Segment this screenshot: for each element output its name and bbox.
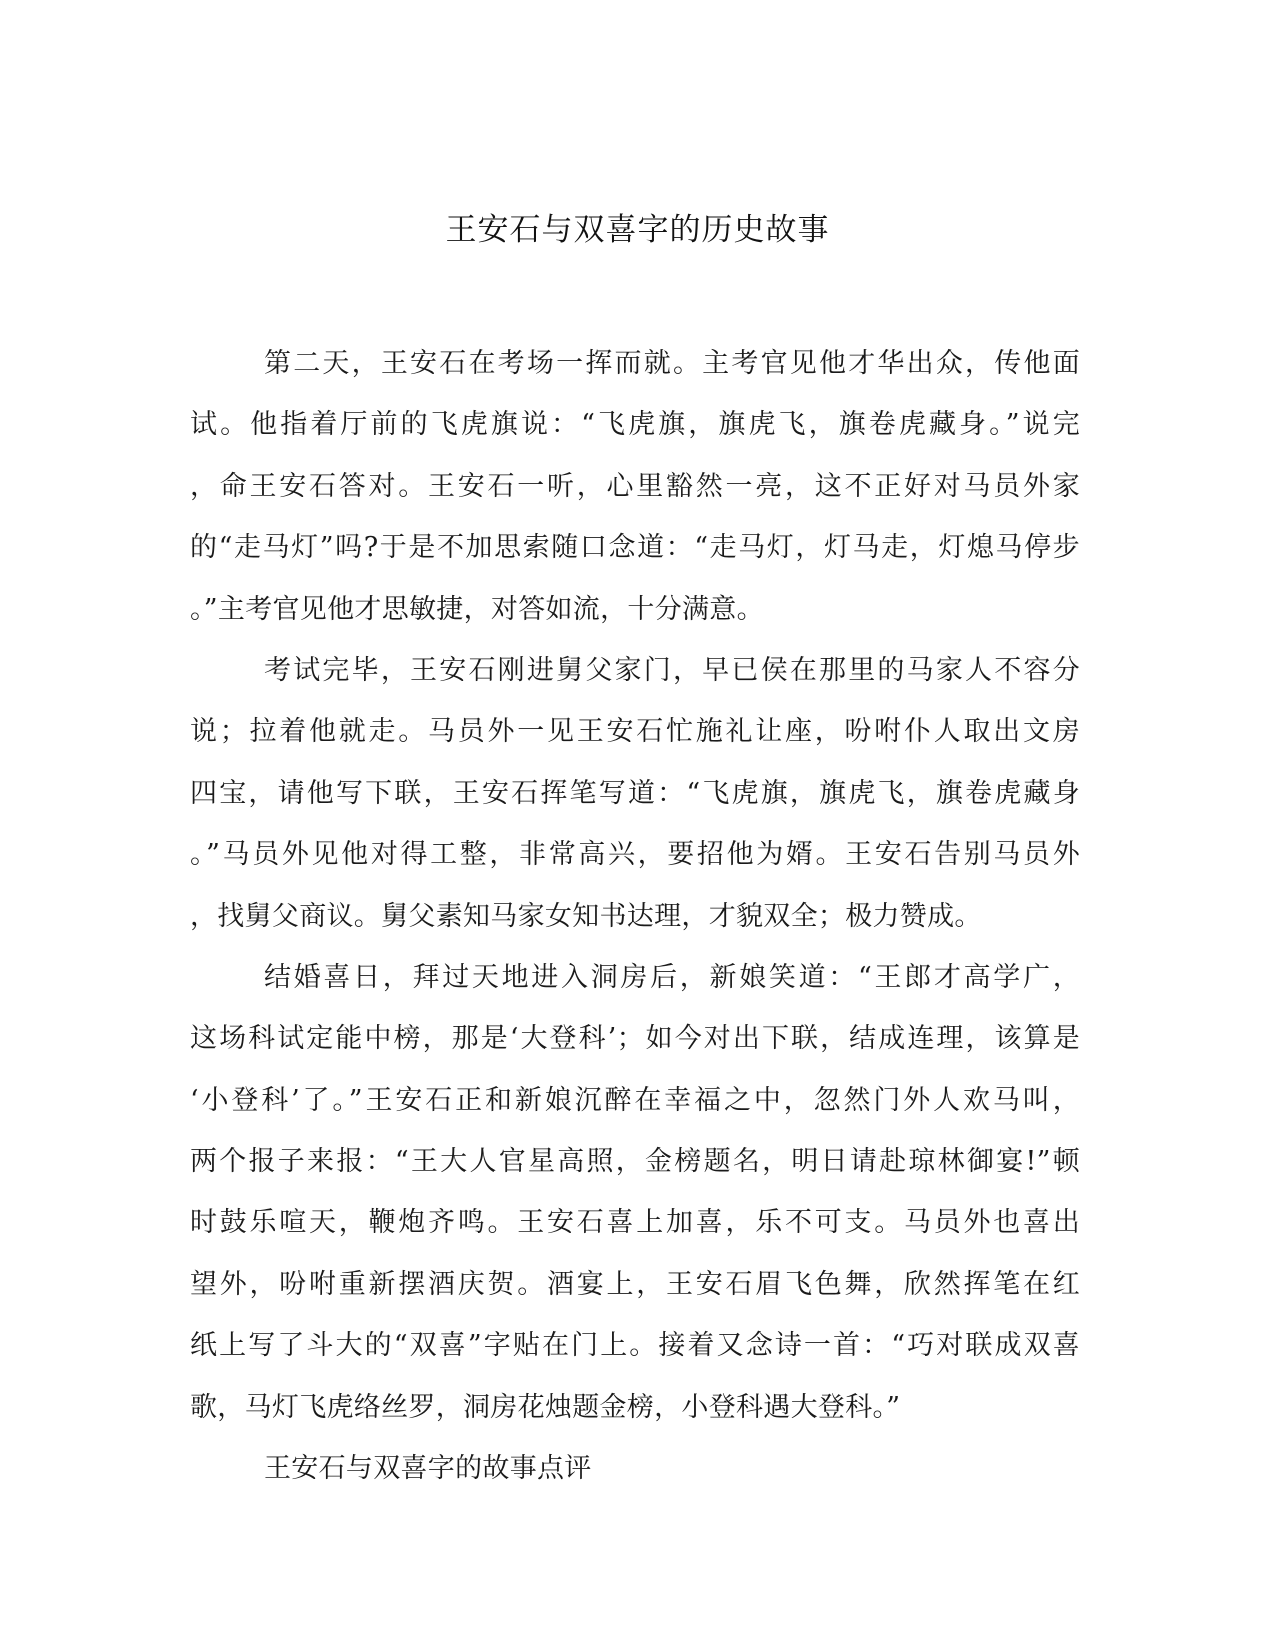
section-heading: 王安石与双喜字的故事点评: [264, 1453, 592, 1485]
text-line: 说；拉着他就走。马员外一见王安石忙施礼让座，吩咐仆人取出文房: [190, 716, 1080, 748]
text-line: 四宝，请他写下联，王安石挥笔写道：“飞虎旗，旗虎飞，旗卷虎藏身: [190, 777, 1080, 809]
text-line: 第二天，王安石在考场一挥而就。主考官见他才华出众，传他面: [264, 348, 1080, 379]
text-line: 。”马员外见他对得工整，非常高兴，要招他为婿。王安石告别马员外: [190, 839, 1080, 871]
text-line: 的“走马灯”吗?于是不加思索随口念道：“走马灯，灯马走，灯熄马停步: [190, 532, 1080, 564]
text-line: 时鼓乐喧天，鞭炮齐鸣。王安石喜上加喜，乐不可支。马员外也喜出: [190, 1207, 1080, 1239]
text-line: ，找舅父商议。舅父素知马家女知书达理，才貌双全；极力赞成。: [190, 900, 982, 932]
text-line: 望外，吩咐重新摆酒庆贺。酒宴上，王安石眉飞色舞，欣然挥笔在红: [190, 1268, 1080, 1300]
text-line: 考试完毕，王安石刚进舅父家门，早已侯在那里的马家人不容分: [264, 654, 1080, 686]
text-line: 结婚喜日，拜过天地进入洞房后，新娘笑道：“王郎才高学广，: [264, 961, 1080, 993]
page-title: 王安石与双喜字的历史故事: [445, 212, 830, 248]
text-line: 两个报子来报：“王大人官星高照，金榜题名，明日请赴琼林御宴!”顿: [190, 1146, 1080, 1178]
document-body: [190, 333, 1080, 1499]
text-line: 。”主考官见他才思敏捷，对答如流，十分满意。: [190, 593, 764, 625]
text-line: ，命王安石答对。王安石一听，心里豁然一亮，这不正好对马员外家: [190, 470, 1080, 502]
text-line: 歌，马灯飞虎络丝罗，洞房花烛题金榜，小登科遇大登科。”: [190, 1391, 901, 1423]
text-line: 试。他指着厅前的飞虎旗说：“飞虎旗，旗虎飞，旗卷虎藏身。”说完: [190, 409, 1080, 441]
text-line: 纸上写了斗大的“双喜”字贴在门上。接着又念诗一首：“巧对联成双喜: [190, 1330, 1080, 1362]
text-line: ‘小登科’了。”王安石正和新娘沉醉在幸福之中，忽然门外人欢马叫，: [190, 1084, 1080, 1116]
text-line: 这场科试定能中榜，那是‘大登科’；如今对出下联，结成连理，该算是: [190, 1023, 1080, 1055]
